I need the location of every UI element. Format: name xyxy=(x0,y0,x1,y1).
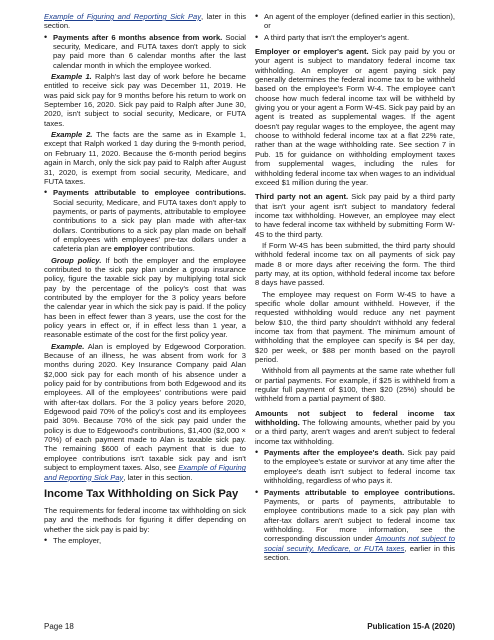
withholding-intro: The requirements for federal income tax withholding on sick pay and the methods for figuring it differ depending on whether the sick pay is paid by: xyxy=(44,505,246,534)
example-2-paragraph: Example 2. The facts are the same as in Example 1, except that Ralph worked 1 day during the 9-month period, on February 11, 2020. Because the 6-month period begins again in March, only the sick pay paid to Ralph after August 31, 2020, is exempt from social security, Medicare, and FUTA taxes. xyxy=(44,130,246,186)
bullet-payments-after-6-months: • Payments after 6 months absence from work. Social security, Medicare, and FUTA taxes don't apply to sick pay paid more than 6 calendar months after the last calendar month in which the employee worked. xyxy=(44,33,246,70)
bullet-third-party: • A third party that isn't the employer's agent. xyxy=(255,33,455,42)
third-party-paragraph: Third party not an agent. Sick pay paid by a third party that isn't your agent isn't subject to mandatory federal income tax withholding. However, an employee may elect to have federal income tax withheld by submitting Form W-4S to the third party. xyxy=(255,192,455,239)
bullet-after-death: • Payments after the employee's death. Sick pay paid to the employee's estate or survivor at any time after the employee's death isn't subject to federal income tax withholding, regardless of who pays it. xyxy=(255,448,455,485)
same-rate-paragraph: Withhold from all payments at the same rate whether full or partial payments. For example, if $25 is withheld from a regular full payment of $100, then $20 (25%) should be withheld from a partial payment of $80. xyxy=(255,366,455,404)
employer-agent-paragraph: Employer or employer's agent. Sick pay paid by you or your agent is subject to mandatory federal income tax withholding. An employer or agent paying sick pay generally determines the federal income tax to be withheld based on the employee's Form W-4. The employee can't choose how much federal income tax will be withheld by giving you or your agent a Form W-4S. Sick pay paid by an agent is treated as supplemental wages. If the agent doesn't pay regular wages to the employee, the agent may choose to withhold federal income tax at a flat 22% rate, rather than at the wage withholding rate. See section 7 in Pub. 15 for guidance on withholding employment taxes from supplemental wages, including the rules for withholding federal income tax when wages to an individual exceed $1 million during the year. xyxy=(255,47,456,187)
sick-pay-example-link[interactable]: Example of Figuring and Reporting Sick Pay xyxy=(44,12,202,21)
w4s-submitted-paragraph: If Form W-4S has been submitted, the third party should withhold federal income tax on all payments of sick pay made 8 or more days after receiving the form. The third party may, at its option, withhold federal income tax before 8 days have passed. xyxy=(255,240,455,288)
amounts-not-subject-link[interactable]: Amounts not subject to social security, Medicare, or FUTA taxes xyxy=(264,534,455,553)
continuation-paragraph: Example of Figuring and Reporting Sick Pay, later in this section. xyxy=(44,12,246,31)
right-column xyxy=(255,12,455,564)
bullet-employer: • The employer, xyxy=(44,536,246,545)
section-heading: Income Tax Withholding on Sick Pay xyxy=(44,487,239,500)
group-policy-paragraph: Group policy. If both the employer and the employee contributed to the sick pay plan under a group insurance policy, figure the taxable sick pay by multiplying total sick pay by the percentage of the policy's cost that was contributed by the employer for the 3 policy years before the calendar year in which the sick pay is paid. If the policy has been in effect fewer than 3 years, use the cost for the policy years in effect or, if in effect less than 1 year, a reasonable estimate of the cost for the first policy year. xyxy=(44,255,246,340)
example-1-paragraph: Example 1. Ralph's last day of work before he became entitled to receive sick pay was December 11, 2019. He was paid sick pay for 9 months before his return to work on September 16, 2020. Sick pay paid to Ralph after June 30, 2020, isn't subject to social security, Medicare, or FUTA taxes. xyxy=(44,72,246,128)
alan-example-paragraph: Example. Alan is employed by Edgewood Corporation. Because of an illness, he was absent from work for 3 months during 2020. Key Insurance Company paid Alan $2,000 sick pay for each month of his absence under a policy paid for by contributions from both Edgewood and its employees. All of the employees' contributions were paid with after-tax dollars. For the 3 policy years before 2020, Edgewood paid 70% of the policy's cost and its employees paid 30%. Because 70% of the sick pay paid under the policy is due to Edgewood's contributions, $1,400 ($2,000 × 70%) of each payment made to Alan is taxable sick pay. The remaining $600 of each payment that is due to employee contributions isn't taxable sick pay and isn't subject to employment taxes. Also, see Example of Figuring and Reporting Sick Pay, later in this section. xyxy=(44,341,246,482)
whole-dollar-paragraph: The employee may request on Form W-4S to have a specific whole dollar amount withheld. However, if the requested withholding would reduce any net payment below $10, the third party shouldn't withhold any federal income tax from that payment. The minimum amount of withholding that the employee can specify is $4 per day, $20 per week, or $88 per month based on the payroll period. xyxy=(255,289,455,365)
bullet-agent: • An agent of the employer (defined earlier in this section), or xyxy=(255,12,455,31)
left-column xyxy=(44,12,246,547)
bullet-employee-contributions-withholding: • Payments attributable to employee contributions. Payments, or parts of payments, attributable to employee contributions made to a sick pay plan with after-tax dollars aren't subject to federal income tax withholding. For more information, see the corresponding discussion under Amounts not subject to social security, Medicare, or FUTA taxes, earlier in this section. xyxy=(255,488,455,563)
page-number: Page 18 xyxy=(44,622,74,631)
sick-pay-example-link-2[interactable]: Example of Figuring and Reporting Sick Pay xyxy=(44,463,246,482)
bullet-employee-contributions: • Payments attributable to employee contributions. Social security, Medicare, and FUTA taxes don't apply to payments, or parts of payments, attributable to employee contributions to a sick pay plan made with after-tax dollars. Contributions to a sick pay plan made on behalf of employees with employees' pre-tax dollars under a cafeteria plan are employer contributions. xyxy=(44,188,246,253)
publication-title: Publication 15-A (2020) xyxy=(367,622,455,631)
not-subject-paragraph: Amounts not subject to federal income tax withholding. The following amounts, whether paid by you or a third party, aren't wages and aren't subject to federal income tax withholding. xyxy=(255,408,455,446)
